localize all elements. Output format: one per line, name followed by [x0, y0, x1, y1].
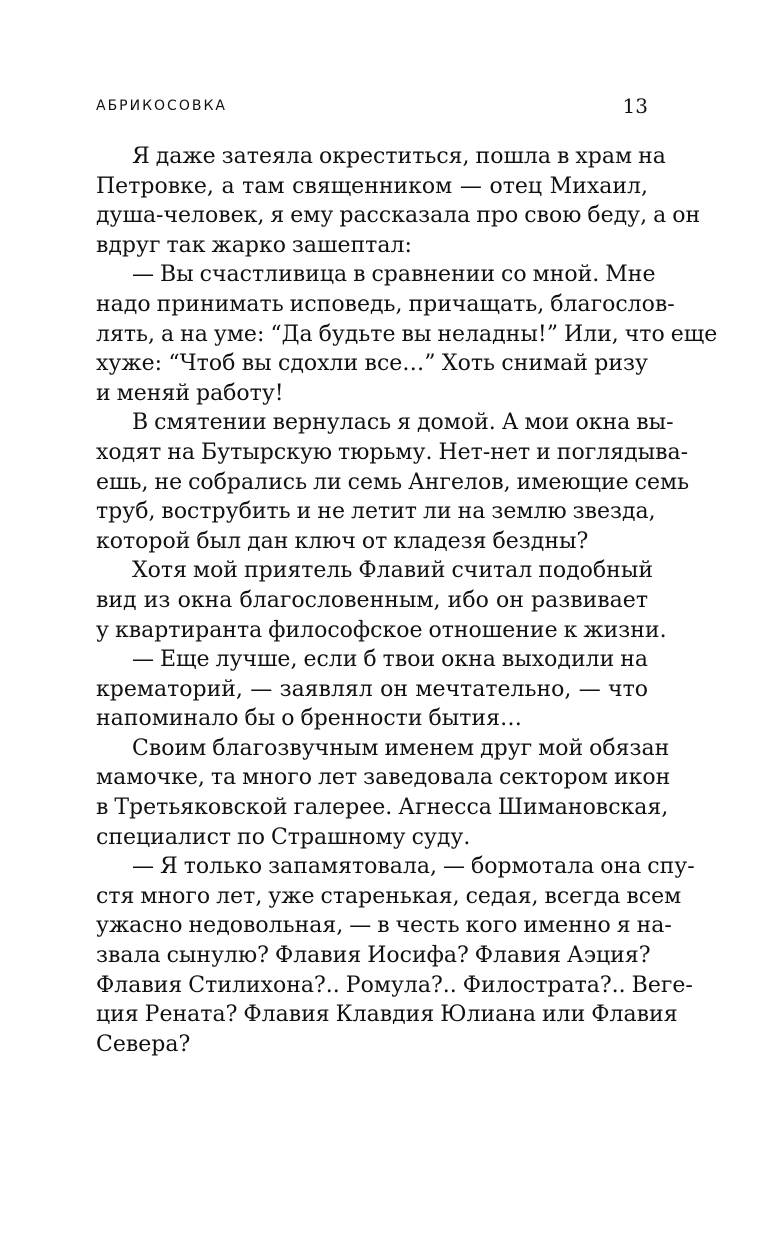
text-line: Флавия Стилихона?.. Ромула?.. Филострата?.. Веге-	[96, 972, 693, 998]
text-line: ция Рената? Флавия Клавдия Юлиана или Флавия	[96, 1002, 678, 1028]
text-line: стя много лет, уже старенькая, седая, всегда всем	[96, 883, 682, 909]
paragraph-2	[96, 260, 718, 408]
paragraph-4	[96, 556, 667, 645]
text-line: у квартиранта философское отношение к жизни.	[96, 617, 667, 643]
paragraph-1	[96, 142, 701, 260]
running-head-title: АБРИКОСОВКА	[96, 98, 227, 114]
text-line: труб, вострубить и не летит ли на землю звезда,	[96, 499, 656, 525]
text-line: Я даже затеяла окреститься, пошла в храм на	[132, 144, 666, 169]
text-line: Своим благозвучным именем друг мой обязан	[132, 735, 670, 761]
text-line: В смятении вернулась я домой. А мои окна вы-	[132, 410, 674, 436]
text-line: в Третьяковской галерее. Агнесса Шимановская,	[96, 795, 669, 821]
text-line: напоминало бы о бренности бытия…	[96, 706, 522, 732]
text-line: вид из окна благословенным, ибо он развивает	[96, 587, 648, 613]
text-line: ужасно недовольная, — в честь кого именно я на-	[96, 913, 672, 939]
text-line: которой был дан ключ от кладезя бездны?	[96, 528, 589, 554]
text-line: — Еще лучше, если б твои окна выходили на	[132, 647, 649, 673]
text-line: Севера?	[96, 1031, 191, 1057]
paragraph-7	[96, 852, 695, 1059]
text-line: ходят на Бутырскую тюрьму. Нет-нет и поглядыва-	[96, 439, 689, 465]
text-line: специалист по Страшному суду.	[96, 824, 471, 850]
page-number: 13	[622, 94, 648, 118]
text-line: — Я только запамятовала, — бормотала она спу-	[132, 854, 695, 880]
body-text	[96, 142, 718, 1059]
text-line: крематорий, — заявлял он мечтательно, — что	[96, 676, 648, 702]
paragraph-5	[96, 645, 648, 734]
text-line: ешь, не собрались ли семь Ангелов, имеющие семь	[96, 469, 690, 495]
text-line: лять, а на уме: “Да будьте вы неладны!” Или, что еще	[96, 321, 718, 347]
paragraph-3	[96, 408, 690, 556]
text-line: — Вы счастливица в сравнении со мной. Мне	[132, 262, 656, 288]
paragraph-6	[96, 734, 671, 852]
text-line: Петровке, а там священником — отец Михаил,	[96, 173, 648, 199]
text-line: и меняй работу!	[96, 380, 284, 406]
text-line: вдруг так жарко зашептал:	[96, 232, 412, 258]
text-line: звала сынулю? Флавия Иосифа? Флавия Аэция?	[96, 943, 651, 969]
text-line: мамочке, та много лет заведовала сектором икон	[96, 765, 671, 791]
text-line: Хотя мой приятель Флавий считал подобный	[132, 558, 654, 584]
text-line: надо принимать исповедь, причащать, благослов-	[96, 291, 675, 317]
text-line: хуже: “Чтоб вы сдохли все…” Хоть снимай ризу	[96, 351, 648, 377]
text-line: душа-человек, я ему рассказала про свою беду, а он	[96, 203, 701, 229]
